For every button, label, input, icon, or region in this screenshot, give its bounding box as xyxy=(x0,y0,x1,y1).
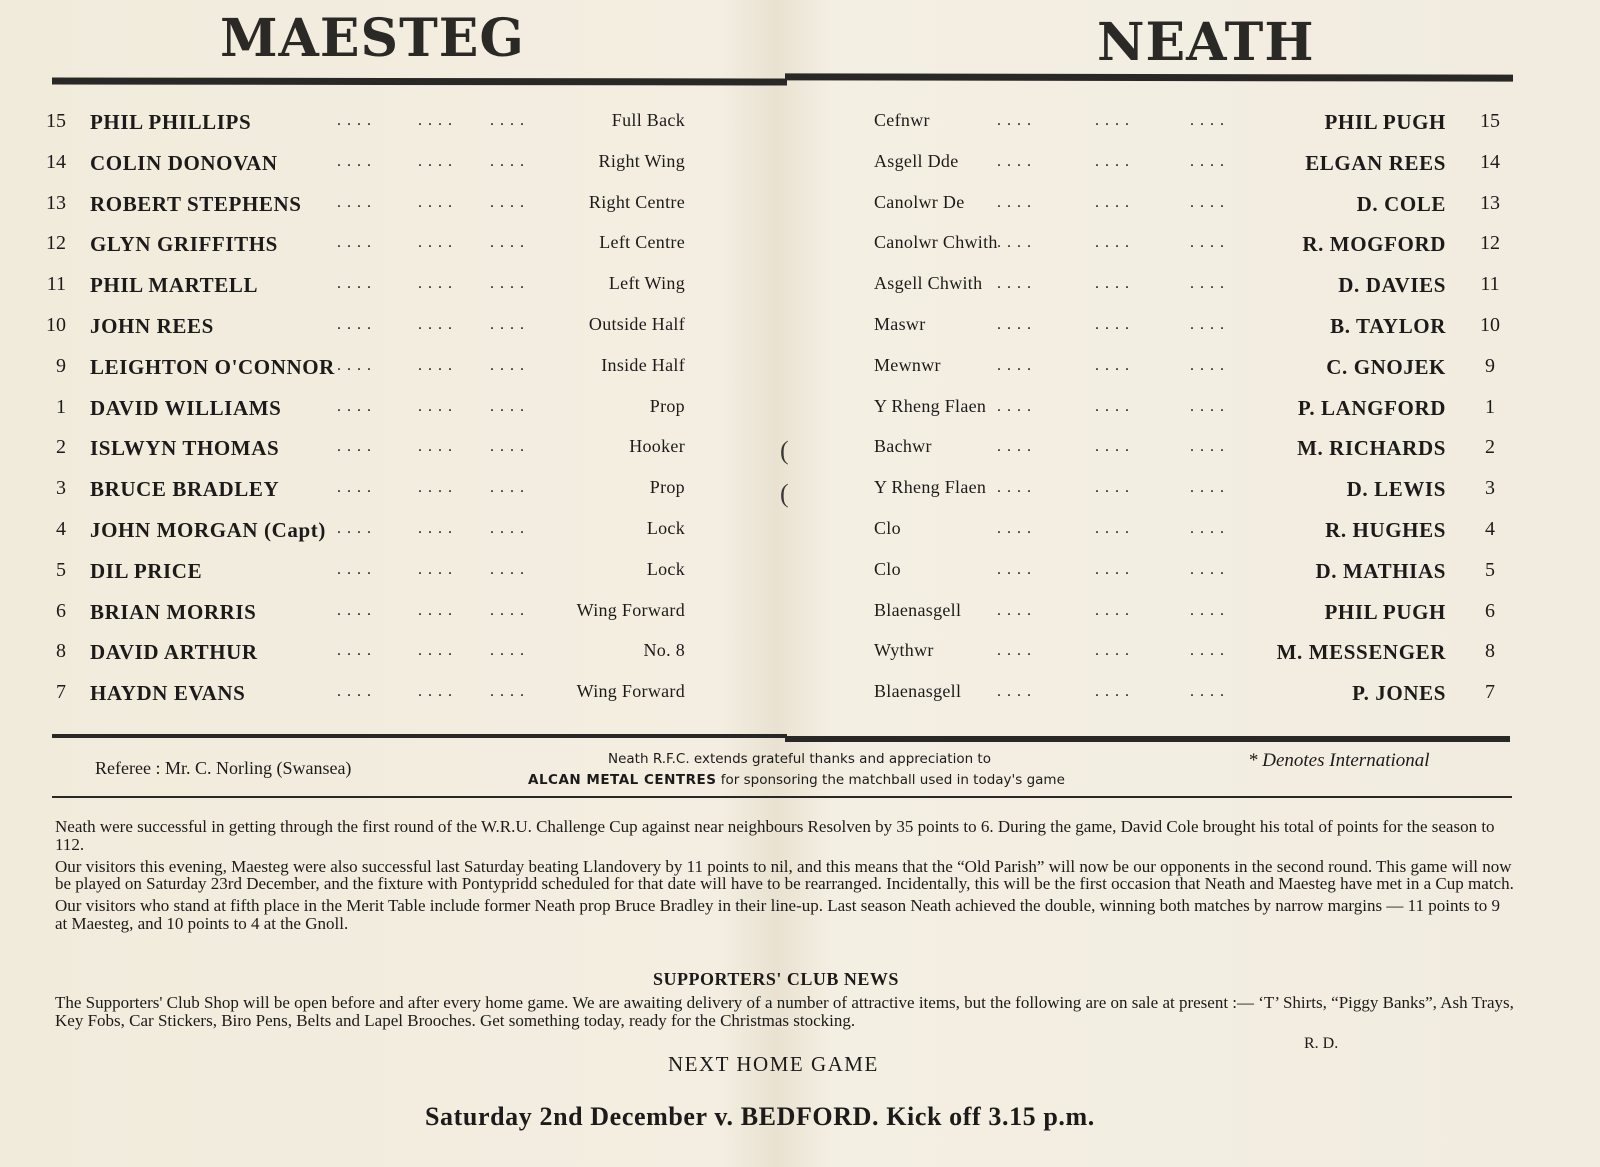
dot-leader: . . . . xyxy=(997,683,1032,701)
dot-leader: . . . . xyxy=(337,683,372,701)
dot-leader: . . . . xyxy=(418,479,453,497)
neath-player-row xyxy=(800,347,1510,388)
player-number: 2 xyxy=(56,436,66,459)
player-position: Outside Half xyxy=(588,313,685,334)
player-name: DAVID ARTHUR xyxy=(90,640,258,665)
player-name: LEIGHTON O'CONNOR xyxy=(90,354,335,379)
dot-leader: . . . . xyxy=(1190,152,1225,170)
lower-rule xyxy=(52,796,1512,798)
player-position: Prop xyxy=(649,477,685,498)
player-position-welsh: Mewnwr xyxy=(874,354,941,375)
dot-leader: . . . . xyxy=(1095,397,1130,415)
dot-leader: . . . . xyxy=(997,112,1032,129)
dot-leader: . . . . xyxy=(997,234,1032,252)
player-name: C. GNOJEK xyxy=(1326,354,1446,379)
dot-leader: . . . . xyxy=(997,315,1032,333)
dot-leader: . . . . xyxy=(418,642,453,660)
dot-leader: . . . . xyxy=(490,438,525,456)
dot-leader: . . . . xyxy=(1095,642,1130,660)
player-name: COLIN DONOVAN xyxy=(90,150,278,175)
dot-leader: . . . . xyxy=(1095,519,1130,537)
dot-leader: . . . . xyxy=(1190,479,1225,497)
dot-leader: . . . . xyxy=(490,315,525,333)
maesteg-player-row xyxy=(0,306,790,347)
player-name: B. TAYLOR xyxy=(1330,313,1446,338)
maesteg-player-row xyxy=(0,184,790,225)
player-name: PHIL PUGH xyxy=(1324,110,1446,134)
dot-leader: . . . . xyxy=(1190,642,1225,660)
neath-player-row xyxy=(800,551,1510,592)
player-number: 1 xyxy=(56,395,66,418)
dot-leader: . . . . xyxy=(490,683,525,701)
dot-leader: . . . . xyxy=(997,356,1032,374)
player-name: BRUCE BRADLEY xyxy=(90,477,280,502)
player-name: D. MATHIAS xyxy=(1315,558,1446,583)
dot-leader: . . . . xyxy=(490,560,525,578)
neath-player-row xyxy=(800,265,1510,306)
player-number: 1 xyxy=(1485,395,1495,418)
player-position: Hooker xyxy=(629,436,685,457)
dot-leader: . . . . xyxy=(490,193,525,211)
note-paragraph-1: Neath were successful in getting through the first round of the W.R.U. Challenge Cup against near neighbours Resolven by 35 points to 6. During the game, David Cole brought his total of points for the season to 112. xyxy=(55,817,1495,854)
maesteg-player-row xyxy=(0,673,790,714)
player-position: Full Back xyxy=(611,110,685,130)
dot-leader: . . . . xyxy=(490,601,525,619)
player-position: Right Wing xyxy=(598,150,685,171)
player-position: Lock xyxy=(646,558,685,579)
dot-leader: . . . . xyxy=(337,397,372,415)
maesteg-player-row xyxy=(0,632,790,673)
neath-player-row xyxy=(800,673,1510,714)
player-position-welsh: Y Rheng Flaen xyxy=(874,477,987,498)
note-paragraph-3: Our visitors who stand at fifth place in the Merit Table include former Neath prop Bruce Bradley in their line-up. Last season Neath achieved the double, winning both matches by narrow margins — 11 points to 9 at Maesteg, and 10 points to 4 at the Gnoll. xyxy=(55,896,1501,933)
dot-leader: . . . . xyxy=(418,275,453,293)
player-position: Right Centre xyxy=(588,191,685,212)
dot-leader: . . . . xyxy=(997,397,1032,415)
dot-leader: . . . . xyxy=(337,642,372,660)
dot-leader: . . . . xyxy=(1190,519,1225,537)
mid-rule-right xyxy=(785,736,1510,742)
dot-leader: . . . . xyxy=(1190,315,1225,333)
player-number: 8 xyxy=(56,640,66,663)
sponsor-purpose: for sponsoring the matchball used in today's game xyxy=(720,772,1065,788)
dot-leader: . . . . xyxy=(337,275,372,293)
neath-player-row xyxy=(800,592,1510,633)
player-position-welsh: Bachwr xyxy=(874,436,932,457)
player-position: Lock xyxy=(646,517,685,538)
mid-rule-left xyxy=(52,734,787,738)
dot-leader: . . . . xyxy=(997,479,1032,497)
player-number: 3 xyxy=(1485,477,1495,500)
neath-player-row xyxy=(800,143,1510,184)
referee-line: Referee : Mr. C. Norling (Swansea) xyxy=(95,758,352,778)
player-position-welsh: Cefnwr xyxy=(874,110,930,130)
player-name: D. COLE xyxy=(1356,191,1446,216)
dot-leader: . . . . xyxy=(337,112,372,129)
player-name: ISLWYN THOMAS xyxy=(90,436,280,461)
top-rule-right xyxy=(785,73,1513,81)
dot-leader: . . . . xyxy=(1095,560,1130,578)
sponsor-name: ALCAN METAL CENTRES xyxy=(528,772,717,788)
player-name: ELGAN REES xyxy=(1305,150,1446,175)
dot-leader: . . . . xyxy=(337,438,372,456)
maesteg-player-row xyxy=(0,510,790,551)
dot-leader: . . . . xyxy=(418,438,453,456)
maesteg-lineup xyxy=(0,102,790,714)
player-position: Inside Half xyxy=(601,354,685,375)
dot-leader: . . . . xyxy=(490,479,525,497)
neath-player-row xyxy=(800,469,1510,510)
fold-mark-upper: ( xyxy=(780,436,789,465)
player-name: D. LEWIS xyxy=(1346,477,1446,502)
dot-leader: . . . . xyxy=(1095,234,1130,252)
player-name: P. LANGFORD xyxy=(1297,395,1446,420)
dot-leader: . . . . xyxy=(997,642,1032,660)
player-position-welsh: Blaenasgell xyxy=(874,681,962,702)
player-position-welsh: Y Rheng Flaen xyxy=(874,395,987,416)
player-number: 10 xyxy=(1480,313,1500,336)
author-initials: R. D. xyxy=(1304,1035,1339,1052)
player-position-welsh: Blaenasgell xyxy=(874,599,962,620)
player-name: GLYN GRIFFITHS xyxy=(90,232,278,257)
dot-leader: . . . . xyxy=(418,519,453,537)
dot-leader: . . . . xyxy=(1095,683,1130,701)
note-paragraph-2: Our visitors this evening, Maesteg were also successful last Saturday beating Llandovery by 11 points to nil, and this means that the “Old Parish” will now be our opponents in the second round. This game will now be played on Saturday 23rd December, and the fixture with Pontypridd scheduled for that date will have to be rearranged. Incidentally, this will be the first occasion that Neath and Maesteg have met in a Cup match. xyxy=(55,856,1514,894)
dot-leader: . . . . xyxy=(997,519,1032,537)
dot-leader: . . . . xyxy=(490,112,525,129)
neath-player-row xyxy=(800,184,1510,225)
dot-leader: . . . . xyxy=(1095,356,1130,374)
player-name: PHIL MARTELL xyxy=(90,273,259,298)
dot-leader: . . . . xyxy=(1095,112,1130,129)
player-number: 14 xyxy=(1480,150,1500,173)
maesteg-player-row xyxy=(0,469,790,510)
player-number: 12 xyxy=(46,232,66,255)
player-name: DIL PRICE xyxy=(90,558,203,583)
player-number: 5 xyxy=(1485,558,1495,581)
dot-leader: . . . . xyxy=(490,356,525,374)
maesteg-player-row xyxy=(0,428,790,469)
dot-leader: . . . . xyxy=(418,152,453,170)
player-name: ROBERT STEPHENS xyxy=(90,191,302,216)
dot-leader: . . . . xyxy=(337,152,372,170)
player-name: R. HUGHES xyxy=(1325,517,1446,542)
dot-leader: . . . . xyxy=(418,601,453,619)
player-position-welsh: Clo xyxy=(874,558,901,579)
player-number: 11 xyxy=(1480,273,1500,296)
maesteg-player-row xyxy=(0,347,790,388)
dot-leader: . . . . xyxy=(1190,275,1225,293)
dot-leader: . . . . xyxy=(418,356,453,374)
player-name: PHIL PUGH xyxy=(1324,599,1446,624)
maesteg-player-row xyxy=(0,265,790,306)
player-name: JOHN MORGAN (Capt) xyxy=(90,517,326,542)
player-position-welsh: Asgell Dde xyxy=(874,150,959,171)
dot-leader: . . . . xyxy=(490,275,525,293)
dot-leader: . . . . xyxy=(490,234,525,252)
neath-player-row xyxy=(800,632,1510,673)
player-position-welsh: Maswr xyxy=(874,313,926,334)
maesteg-player-row xyxy=(0,592,790,633)
dot-leader: . . . . xyxy=(337,356,372,374)
dot-leader: . . . . xyxy=(418,683,453,701)
player-number: 8 xyxy=(1485,640,1495,663)
player-number: 7 xyxy=(1485,681,1495,704)
dot-leader: . . . . xyxy=(1190,356,1225,374)
neath-team-title: NEATH xyxy=(1097,12,1315,73)
player-number: 13 xyxy=(1480,191,1500,214)
dot-leader: . . . . xyxy=(337,560,372,578)
dot-leader: . . . . xyxy=(997,438,1032,456)
maesteg-player-row xyxy=(0,143,790,184)
dot-leader: . . . . xyxy=(1190,601,1225,619)
dot-leader: . . . . xyxy=(1190,683,1225,701)
player-name: M. RICHARDS xyxy=(1297,436,1446,461)
dot-leader: . . . . xyxy=(997,275,1032,293)
player-number: 3 xyxy=(56,477,66,500)
dot-leader: . . . . xyxy=(418,397,453,415)
dot-leader: . . . . xyxy=(418,234,453,252)
player-position: Prop xyxy=(649,395,685,416)
player-number: 10 xyxy=(46,313,66,336)
maesteg-player-row xyxy=(0,224,790,265)
player-number: 15 xyxy=(1480,110,1500,132)
dot-leader: . . . . xyxy=(997,601,1032,619)
dot-leader: . . . . xyxy=(1095,601,1130,619)
player-position-welsh: Canolwr De xyxy=(874,191,965,212)
player-number: 4 xyxy=(1485,517,1495,540)
sponsor-line xyxy=(528,772,1065,788)
dot-leader: . . . . xyxy=(490,152,525,170)
dot-leader: . . . . xyxy=(337,479,372,497)
player-number: 9 xyxy=(1485,354,1495,377)
player-number: 7 xyxy=(56,681,66,704)
player-position: Wing Forward xyxy=(576,599,685,620)
player-position-welsh: Clo xyxy=(874,517,901,538)
dot-leader: . . . . xyxy=(337,193,372,211)
dot-leader: . . . . xyxy=(1095,479,1130,497)
sponsor-thanks: Neath R.F.C. extends grateful thanks and appreciation to xyxy=(608,751,991,767)
maesteg-player-row xyxy=(0,102,790,143)
dot-leader: . . . . xyxy=(1190,112,1225,129)
dot-leader: . . . . xyxy=(490,642,525,660)
dot-leader: . . . . xyxy=(1190,438,1225,456)
player-name: D. DAVIES xyxy=(1338,273,1446,298)
dot-leader: . . . . xyxy=(490,519,525,537)
player-number: 6 xyxy=(1485,599,1495,622)
next-home-game-heading: NEXT HOME GAME xyxy=(668,1052,879,1076)
international-note: * Denotes International xyxy=(1248,750,1430,771)
player-number: 15 xyxy=(46,110,66,132)
player-number: 12 xyxy=(1480,232,1500,255)
dot-leader: . . . . xyxy=(418,193,453,211)
maesteg-team-title: MAESTEG xyxy=(220,8,525,69)
dot-leader: . . . . xyxy=(1190,193,1225,211)
player-position: Left Centre xyxy=(599,232,685,253)
player-name: M. MESSENGER xyxy=(1276,640,1446,665)
player-number: 11 xyxy=(46,273,66,296)
player-number: 2 xyxy=(1485,436,1495,459)
neath-player-row xyxy=(800,510,1510,551)
supporters-club-text: The Supporters' Club Shop will be open before and after every home game. We are awaiting delivery of a number of attractive items, but the following are on sale at present :— ‘T’ Shirts, “Piggy Banks”, Ash Trays, Key Fobs, Car Stickers, Biro Pens, Belts and Lapel Brooches. Get something today, ready for the Christmas stocking. xyxy=(55,993,1514,1030)
player-name: PHIL PHILLIPS xyxy=(90,110,252,134)
player-number: 6 xyxy=(56,599,66,622)
player-name: R. MOGFORD xyxy=(1302,232,1446,257)
player-number: 4 xyxy=(56,517,66,540)
neath-player-row xyxy=(800,428,1510,469)
neath-player-row xyxy=(800,388,1510,429)
dot-leader: . . . . xyxy=(1190,397,1225,415)
dot-leader: . . . . xyxy=(1095,275,1130,293)
maesteg-player-row xyxy=(0,388,790,429)
player-number: 13 xyxy=(46,191,66,214)
player-position: No. 8 xyxy=(643,640,685,661)
dot-leader: . . . . xyxy=(418,560,453,578)
player-position-welsh: Wythwr xyxy=(874,640,934,661)
dot-leader: . . . . xyxy=(1095,315,1130,333)
dot-leader: . . . . xyxy=(997,193,1032,211)
player-name: HAYDN EVANS xyxy=(90,681,246,706)
player-number: 14 xyxy=(46,150,66,173)
dot-leader: . . . . xyxy=(1095,438,1130,456)
next-home-game-details: Saturday 2nd December v. BEDFORD. Kick off 3.15 p.m. xyxy=(425,1102,1095,1131)
player-position: Wing Forward xyxy=(576,681,685,702)
player-number: 5 xyxy=(56,558,66,581)
dot-leader: . . . . xyxy=(418,112,453,129)
dot-leader: . . . . xyxy=(337,315,372,333)
player-name: DAVID WILLIAMS xyxy=(90,395,282,420)
dot-leader: . . . . xyxy=(997,560,1032,578)
dot-leader: . . . . xyxy=(997,152,1032,170)
player-name: P. JONES xyxy=(1352,681,1446,706)
dot-leader: . . . . xyxy=(1190,234,1225,252)
neath-lineup xyxy=(800,102,1510,714)
supporters-club-heading: SUPPORTERS' CLUB NEWS xyxy=(653,969,899,989)
neath-player-row xyxy=(800,306,1510,347)
fold-mark-lower: ( xyxy=(780,479,789,508)
player-position: Left Wing xyxy=(608,273,685,294)
dot-leader: . . . . xyxy=(490,397,525,415)
player-position-welsh: Canolwr Chwith xyxy=(874,232,998,253)
player-number: 9 xyxy=(56,354,66,377)
maesteg-player-row xyxy=(0,551,790,592)
dot-leader: . . . . xyxy=(337,601,372,619)
player-name: BRIAN MORRIS xyxy=(90,599,257,624)
dot-leader: . . . . xyxy=(337,234,372,252)
player-name: JOHN REES xyxy=(90,313,214,338)
top-rule-left xyxy=(52,77,787,85)
neath-player-row xyxy=(800,102,1510,143)
neath-player-row xyxy=(800,224,1510,265)
dot-leader: . . . . xyxy=(418,315,453,333)
match-notes xyxy=(55,818,1515,937)
dot-leader: . . . . xyxy=(1095,193,1130,211)
dot-leader: . . . . xyxy=(1095,152,1130,170)
dot-leader: . . . . xyxy=(337,519,372,537)
player-position-welsh: Asgell Chwith xyxy=(874,273,983,294)
dot-leader: . . . . xyxy=(1190,560,1225,578)
